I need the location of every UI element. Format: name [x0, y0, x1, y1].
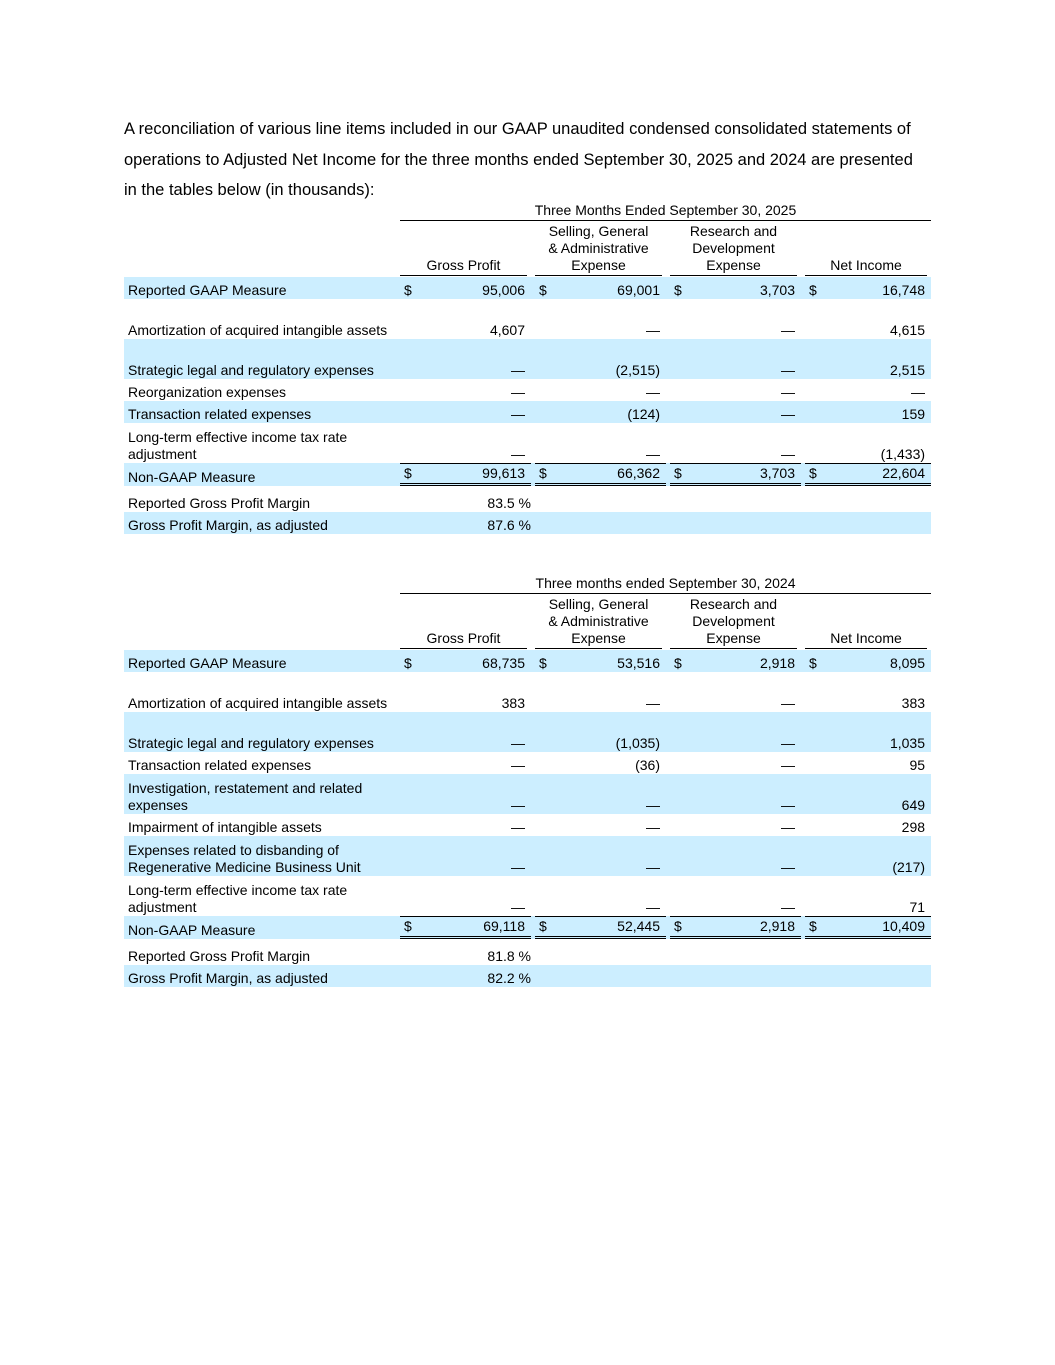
- currency-symbol: $: [539, 918, 547, 934]
- column-header-line: Net Income: [830, 630, 902, 646]
- table-row: [124, 339, 931, 379]
- row-label: Strategic legal and regulatory expenses: [124, 712, 396, 752]
- column-header-line: Research and: [689, 223, 778, 239]
- value: 10,409: [882, 918, 926, 934]
- value: —: [511, 899, 525, 915]
- currency-symbol: $: [404, 918, 412, 934]
- period-title: Three months ended September 30, 2024: [400, 575, 931, 594]
- value-cell: [396, 650, 531, 672]
- value-cell: [531, 774, 666, 814]
- column-header-label: [805, 257, 927, 276]
- margin-row: [124, 490, 931, 512]
- value-cell: [531, 379, 666, 401]
- value-cell: [801, 339, 931, 379]
- currency-symbol: $: [674, 918, 682, 934]
- value-cell: [666, 876, 801, 916]
- value: —: [511, 819, 525, 835]
- currency-symbol: $: [674, 282, 682, 298]
- value: —: [646, 899, 660, 915]
- table-row: [124, 650, 931, 672]
- value: (2,515): [615, 362, 660, 378]
- margin-value: 81.8 %: [487, 948, 531, 964]
- value: —: [781, 446, 795, 462]
- value-cell: [801, 277, 931, 299]
- currency-symbol: $: [539, 465, 547, 481]
- header-blank: [124, 596, 396, 650]
- value-cell: [396, 752, 531, 774]
- value: 3,703: [759, 465, 795, 481]
- row-label: Reorganization expenses: [128, 384, 286, 400]
- value: (124): [627, 406, 660, 422]
- value-cell: [801, 712, 931, 752]
- value: 383: [901, 695, 926, 711]
- value: 2,918: [759, 918, 795, 934]
- currency-symbol: $: [404, 655, 412, 671]
- row-label: Strategic legal and regulatory expenses: [124, 339, 396, 379]
- value-cell: [396, 876, 531, 916]
- value: —: [781, 384, 795, 400]
- table-row: [124, 814, 931, 836]
- value: 4,615: [889, 322, 926, 338]
- value: 383: [501, 695, 525, 711]
- value: (1,035): [615, 735, 660, 751]
- period-title: Three Months Ended September 30, 2025: [400, 202, 931, 221]
- currency-symbol: $: [809, 465, 817, 481]
- value: —: [646, 695, 660, 711]
- currency-symbol: $: [809, 282, 817, 298]
- table-row: [124, 299, 931, 339]
- value: (217): [892, 859, 926, 875]
- margin-value: 87.6 %: [487, 517, 531, 533]
- column-header: [666, 223, 801, 277]
- value: —: [781, 899, 795, 915]
- row-label: Reported GAAP Measure: [124, 650, 396, 672]
- value-cell: [801, 650, 931, 672]
- column-header-label: [670, 223, 797, 276]
- value: —: [781, 797, 795, 813]
- value: 159: [901, 406, 926, 422]
- currency-symbol: $: [404, 282, 412, 298]
- row-label: Expenses related to disbanding of Regenerative Medicine Business Unit: [124, 836, 396, 876]
- column-header: [531, 223, 666, 277]
- value: —: [646, 384, 660, 400]
- value-cell: [396, 836, 531, 876]
- margin-value: 82.2 %: [487, 970, 531, 986]
- value-cell: [396, 463, 531, 486]
- value: —: [781, 406, 795, 422]
- row-label: Long-term effective income tax rate adjustment: [128, 882, 348, 915]
- column-header-label: [400, 257, 527, 276]
- column-header: [531, 596, 666, 650]
- value-cell: [531, 836, 666, 876]
- table-row: [124, 401, 931, 423]
- reconciliation-table-2025: [124, 202, 931, 534]
- value: 95: [909, 757, 926, 773]
- value-cell: [801, 876, 931, 916]
- value-cell: [666, 339, 801, 379]
- value: —: [646, 797, 660, 813]
- column-header-row: [124, 223, 931, 277]
- value: 22,604: [882, 465, 926, 481]
- value: —: [511, 797, 525, 813]
- column-header-label: [670, 596, 797, 649]
- header-blank: [124, 202, 396, 223]
- period-header: [396, 202, 931, 223]
- column-header-line: Expense: [571, 257, 626, 273]
- column-header-line: Gross Profit: [426, 257, 501, 273]
- margin-row: [124, 512, 931, 534]
- value: —: [781, 735, 795, 751]
- margin-value-cell: [396, 965, 531, 987]
- row-label: Impairment of intangible assets: [128, 819, 322, 835]
- currency-symbol: $: [404, 465, 412, 481]
- value-cell: [666, 423, 801, 463]
- column-header-line: Development: [692, 613, 775, 629]
- value: —: [781, 819, 795, 835]
- row-label: Gross Profit Margin, as adjusted: [124, 512, 396, 534]
- value-cell: [531, 916, 666, 939]
- table-row: [124, 876, 931, 916]
- value: —: [511, 406, 525, 422]
- value-cell: [801, 401, 931, 423]
- column-header-row: [124, 596, 931, 650]
- column-header-line: Development: [692, 240, 775, 256]
- row-label: Reported Gross Profit Margin: [128, 948, 311, 964]
- column-header: [396, 223, 531, 277]
- period-header-row: [124, 575, 931, 596]
- row-label: Amortization of acquired intangible assets: [128, 322, 388, 338]
- column-header-line: Expense: [706, 257, 761, 273]
- value-cell: [666, 774, 801, 814]
- currency-symbol: $: [674, 465, 682, 481]
- value: —: [646, 859, 660, 875]
- column-header-label: [535, 223, 662, 276]
- value-cell: [531, 650, 666, 672]
- column-header-line: Expense: [571, 630, 626, 646]
- row-label: Reported GAAP Measure: [124, 277, 396, 299]
- row-label: Transaction related expenses: [128, 757, 312, 773]
- value: 3,703: [759, 282, 795, 298]
- value-cell: [666, 463, 801, 486]
- value-cell: [801, 916, 931, 939]
- total-row: [124, 463, 931, 486]
- value: 52,445: [617, 918, 660, 934]
- row-label: Investigation, restatement and related expenses: [124, 774, 396, 814]
- value: 298: [901, 819, 926, 835]
- value-cell: [666, 672, 801, 712]
- value-cell: [801, 672, 931, 712]
- value-cell: [396, 379, 531, 401]
- column-header-line: Expense: [706, 630, 761, 646]
- value-cell: [801, 774, 931, 814]
- value-cell: [396, 672, 531, 712]
- value: —: [646, 819, 660, 835]
- value: —: [511, 384, 525, 400]
- row-label: Reported Gross Profit Margin: [128, 495, 311, 511]
- column-header-line: Selling, General: [548, 596, 649, 612]
- table-row: [124, 752, 931, 774]
- value-cell: [396, 299, 531, 339]
- value-cell: [666, 299, 801, 339]
- value: —: [781, 322, 795, 338]
- value: 71: [909, 899, 926, 915]
- value: —: [646, 446, 660, 462]
- value-cell: [396, 339, 531, 379]
- column-header-label: [535, 596, 662, 649]
- value: —: [781, 859, 795, 875]
- value-cell: [531, 277, 666, 299]
- value: 2,515: [889, 362, 926, 378]
- column-header-line: Net Income: [830, 257, 902, 273]
- value: 649: [901, 797, 926, 813]
- value-cell: [666, 712, 801, 752]
- value-cell: [396, 277, 531, 299]
- value-cell: [531, 299, 666, 339]
- value: —: [511, 362, 525, 378]
- value-cell: [801, 299, 931, 339]
- value: —: [511, 859, 525, 875]
- value-cell: [396, 916, 531, 939]
- value-cell: [666, 401, 801, 423]
- value: 95,006: [482, 282, 525, 298]
- value-cell: [531, 672, 666, 712]
- row-label: Amortization of acquired intangible assets: [128, 695, 388, 711]
- currency-symbol: $: [539, 282, 547, 298]
- row-label: Non-GAAP Measure: [124, 463, 396, 486]
- period-header-row: [124, 202, 931, 223]
- value: 69,001: [617, 282, 660, 298]
- value-cell: [531, 401, 666, 423]
- value: —: [781, 695, 795, 711]
- value-cell: [396, 814, 531, 836]
- reconciliation-table-2024: [124, 575, 931, 987]
- column-header: [801, 596, 931, 650]
- value-cell: [801, 814, 931, 836]
- table-row: [124, 836, 931, 876]
- currency-symbol: $: [674, 655, 682, 671]
- value: (1,433): [880, 446, 926, 462]
- total-row: [124, 916, 931, 939]
- header-blank: [124, 223, 396, 277]
- row-label: Gross Profit Margin, as adjusted: [124, 965, 396, 987]
- column-header-line: Gross Profit: [426, 630, 501, 646]
- intro-paragraph: A reconciliation of various line items included in our GAAP unaudited condensed consolidated statements of operations to Adjusted Net Income for the three months ended September 30, 2025 and 2024 are presented in the tables below (in thousands):: [124, 120, 913, 199]
- value-cell: [531, 876, 666, 916]
- table-row: [124, 672, 931, 712]
- value: —: [511, 735, 525, 751]
- value: —: [511, 446, 525, 462]
- value: —: [781, 362, 795, 378]
- value-cell: [801, 836, 931, 876]
- value: 99,613: [482, 465, 525, 481]
- margin-value-cell: [396, 512, 531, 534]
- value: —: [646, 322, 660, 338]
- value-cell: [666, 379, 801, 401]
- value: —: [781, 757, 795, 773]
- column-header-label: [805, 630, 927, 649]
- table-row: [124, 379, 931, 401]
- column-header-line: & Administrative: [548, 240, 649, 256]
- value-cell: [531, 463, 666, 486]
- column-header: [801, 223, 931, 277]
- column-header-line: Selling, General: [548, 223, 649, 239]
- column-header-line: & Administrative: [548, 613, 649, 629]
- column-header: [396, 596, 531, 650]
- column-header-line: Research and: [689, 596, 778, 612]
- value-cell: [666, 836, 801, 876]
- value-cell: [396, 774, 531, 814]
- value: 2,918: [759, 655, 795, 671]
- value: 8,095: [889, 655, 926, 671]
- margin-value: 83.5 %: [487, 495, 531, 511]
- currency-symbol: $: [809, 918, 817, 934]
- margin-value-cell: [396, 943, 531, 965]
- value-cell: [396, 401, 531, 423]
- value-cell: [531, 752, 666, 774]
- currency-symbol: $: [809, 655, 817, 671]
- value-cell: [531, 423, 666, 463]
- value: 4,607: [489, 322, 525, 338]
- value-cell: [666, 650, 801, 672]
- value-cell: [666, 916, 801, 939]
- column-header: [666, 596, 801, 650]
- value-cell: [666, 277, 801, 299]
- table-row: [124, 712, 931, 752]
- row-label: Transaction related expenses: [124, 401, 396, 423]
- column-header-label: [400, 630, 527, 649]
- table-row: [124, 774, 931, 814]
- period-header: [396, 575, 931, 596]
- margin-row: [124, 965, 931, 987]
- table-row: [124, 277, 931, 299]
- value-cell: [531, 814, 666, 836]
- row-label: Long-term effective income tax rate adjustment: [128, 429, 348, 462]
- value-cell: [666, 814, 801, 836]
- value-cell: [801, 379, 931, 401]
- value-cell: [396, 423, 531, 463]
- value: 66,362: [617, 465, 660, 481]
- margin-value-cell: [396, 490, 531, 512]
- value-cell: [531, 712, 666, 752]
- value: —: [911, 384, 926, 400]
- value-cell: [396, 712, 531, 752]
- row-label: Non-GAAP Measure: [124, 916, 396, 939]
- value: 68,735: [482, 655, 525, 671]
- value-cell: [531, 339, 666, 379]
- value-cell: [801, 752, 931, 774]
- value: (36): [635, 757, 660, 773]
- value-cell: [801, 423, 931, 463]
- value: 1,035: [889, 735, 926, 751]
- value: 53,516: [617, 655, 660, 671]
- margin-row: [124, 943, 931, 965]
- table-row: [124, 423, 931, 463]
- value: —: [511, 757, 525, 773]
- value: 16,748: [882, 282, 926, 298]
- currency-symbol: $: [539, 655, 547, 671]
- value: 69,118: [483, 918, 525, 934]
- value-cell: [801, 463, 931, 486]
- value-cell: [666, 752, 801, 774]
- header-blank: [124, 575, 396, 596]
